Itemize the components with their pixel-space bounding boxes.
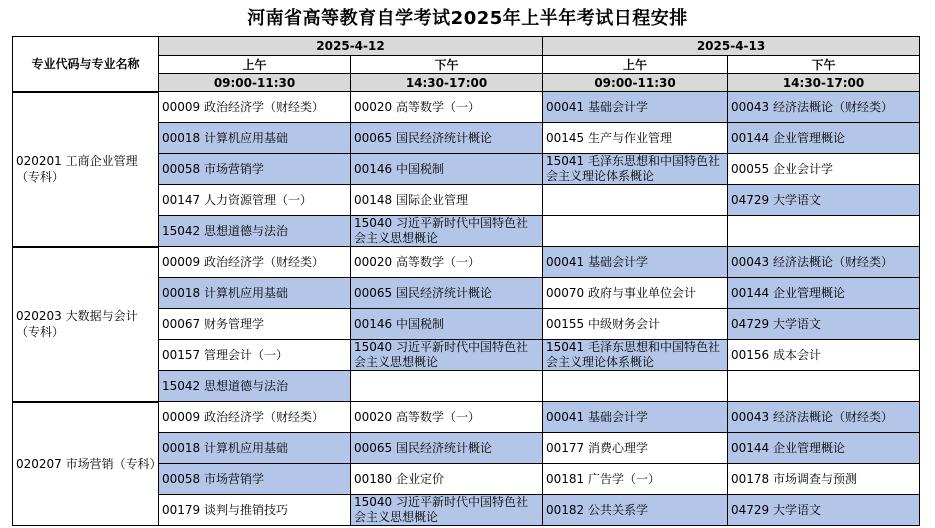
- course-cell: [728, 371, 920, 402]
- course-cell: 00065 国民经济统计概论: [351, 123, 543, 154]
- course-cell: 00181 广告学（一）: [543, 464, 728, 495]
- date-header-2: 2025-4-13: [543, 37, 920, 56]
- course-cell: 15042 思想道德与法治: [159, 371, 351, 402]
- course-cell: 15040 习近平新时代中国特色社会主义思想概论: [351, 340, 543, 371]
- time-header: 14:30-17:00: [728, 74, 920, 92]
- major-name-cell: 020203 大数据与会计（专科）: [13, 247, 159, 402]
- course-cell: 00055 企业会计学: [728, 154, 920, 185]
- course-cell: 00145 生产与作业管理: [543, 123, 728, 154]
- schedule-table: [12, 36, 920, 526]
- course-cell: 15042 思想道德与法治: [159, 216, 351, 247]
- time-header: 09:00-11:30: [159, 74, 351, 92]
- course-cell: 04729 大学语文: [728, 495, 920, 526]
- course-cell: 00157 管理会计（一）: [159, 340, 351, 371]
- course-cell: 00065 国民经济统计概论: [351, 278, 543, 309]
- major-name-cell: 020207 市场营销（专科）: [13, 402, 159, 526]
- course-cell: 00146 中国税制: [351, 154, 543, 185]
- course-cell: 15041 毛泽东思想和中国特色社会主义理论体系概论: [543, 340, 728, 371]
- course-cell: [543, 185, 728, 216]
- course-cell: 15041 毛泽东思想和中国特色社会主义理论体系概论: [543, 154, 728, 185]
- course-cell: 00058 市场营销学: [159, 464, 351, 495]
- page-title: 河南省高等教育自学考试2025年上半年考试日程安排: [247, 8, 688, 29]
- course-cell: 00009 政治经济学（财经类）: [159, 92, 351, 123]
- course-cell: 00067 财务管理学: [159, 309, 351, 340]
- course-cell: 00178 市场调查与预测: [728, 464, 920, 495]
- course-cell: 00020 高等数学（一）: [351, 247, 543, 278]
- course-cell: 00041 基础会计学: [543, 92, 728, 123]
- course-cell: 00018 计算机应用基础: [159, 278, 351, 309]
- course-cell: 04729 大学语文: [728, 309, 920, 340]
- table-row: [13, 247, 920, 278]
- course-cell: 00144 企业管理概论: [728, 278, 920, 309]
- course-cell: 00041 基础会计学: [543, 247, 728, 278]
- session-header: 下午: [728, 56, 920, 74]
- course-cell: [543, 371, 728, 402]
- major-column-header: 专业代码与专业名称: [13, 37, 159, 92]
- course-cell: 00155 中级财务会计: [543, 309, 728, 340]
- course-cell: 00065 国民经济统计概论: [351, 433, 543, 464]
- course-cell: 00041 基础会计学: [543, 402, 728, 433]
- time-header: 09:00-11:30: [543, 74, 728, 92]
- course-cell: [351, 371, 543, 402]
- course-cell: 00144 企业管理概论: [728, 433, 920, 464]
- course-cell: 00058 市场营销学: [159, 154, 351, 185]
- course-cell: 00177 消费心理学: [543, 433, 728, 464]
- table-row: [13, 92, 920, 123]
- session-header: 上午: [159, 56, 351, 74]
- schedule-body: [13, 92, 920, 526]
- course-cell: 00043 经济法概论（财经类）: [728, 92, 920, 123]
- course-cell: 00179 谈判与推销技巧: [159, 495, 351, 526]
- course-cell: 00043 经济法概论（财经类）: [728, 247, 920, 278]
- course-cell: 00009 政治经济学（财经类）: [159, 247, 351, 278]
- course-cell: 00156 成本会计: [728, 340, 920, 371]
- course-cell: 00180 企业定价: [351, 464, 543, 495]
- course-cell: 00146 中国税制: [351, 309, 543, 340]
- course-cell: 15040 习近平新时代中国特色社会主义思想概论: [351, 216, 543, 247]
- course-cell: 00020 高等数学（一）: [351, 92, 543, 123]
- course-cell: 00144 企业管理概论: [728, 123, 920, 154]
- session-header: 上午: [543, 56, 728, 74]
- course-cell: 04729 大学语文: [728, 185, 920, 216]
- course-cell: 00020 高等数学（一）: [351, 402, 543, 433]
- course-cell: 00043 经济法概论（财经类）: [728, 402, 920, 433]
- course-cell: 00148 国际企业管理: [351, 185, 543, 216]
- session-header: 下午: [351, 56, 543, 74]
- course-cell: 00182 公共关系学: [543, 495, 728, 526]
- course-cell: [728, 216, 920, 247]
- course-cell: [543, 216, 728, 247]
- course-cell: 00018 计算机应用基础: [159, 123, 351, 154]
- course-cell: 00070 政府与事业单位会计: [543, 278, 728, 309]
- course-cell: 00147 人力资源管理（一）: [159, 185, 351, 216]
- date-header-1: 2025-4-12: [159, 37, 543, 56]
- table-row: [13, 402, 920, 433]
- course-cell: 00009 政治经济学（财经类）: [159, 402, 351, 433]
- major-name-cell: 020201 工商企业管理（专科）: [13, 92, 159, 247]
- time-header: 14:30-17:00: [351, 74, 543, 92]
- course-cell: 00018 计算机应用基础: [159, 433, 351, 464]
- course-cell: 15040 习近平新时代中国特色社会主义思想概论: [351, 495, 543, 526]
